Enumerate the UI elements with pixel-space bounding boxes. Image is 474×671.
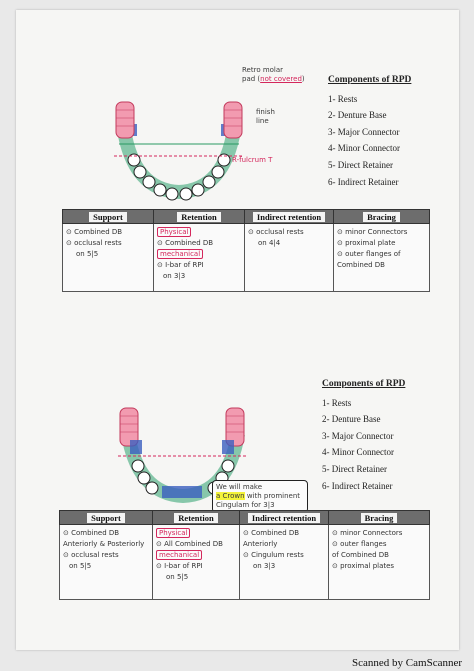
components-title: Components of RPD	[322, 379, 406, 389]
cell-retention: Physical ⊙ Combined DB mechanical ⊙ I-bar of RPI on 3|3	[154, 224, 245, 292]
header-support: Support	[60, 511, 153, 525]
components-list-2	[322, 376, 405, 494]
cell-bracing: ⊙ minor Connectors ⊙ outer flanges of Combined DB ⊙ proximal plates	[329, 525, 430, 600]
header-retention: Retention	[154, 210, 245, 224]
header-indirect-retention: Indirect retention	[240, 511, 329, 525]
cell-indirect: ⊙ Combined DB Anteriorly ⊙ Cingulum rests on 3|3	[240, 525, 329, 600]
annotation-finish-line: finish line	[256, 108, 275, 125]
component-item: 5- Direct Retainer	[328, 159, 393, 170]
components-title: Components of RPD	[328, 75, 412, 85]
cell-retention: Physical ⊙ All Combined DB mechanical ⊙ I-bar of RPI on 5|5	[153, 525, 240, 600]
component-item: 4- Minor Connector	[322, 447, 394, 458]
component-item: 5- Direct Retainer	[322, 463, 387, 474]
component-item: 2- Denture Base	[322, 414, 381, 425]
components-list-1	[328, 72, 411, 190]
component-item: 2- Denture Base	[328, 110, 387, 121]
component-item: 1- Rests	[328, 93, 358, 104]
component-item: 6- Indirect Retainer	[322, 480, 393, 491]
rpd-table-2	[59, 510, 430, 600]
cell-bracing: ⊙ minor Connectors ⊙ proximal plate ⊙ outer flanges of Combined DB	[334, 224, 430, 292]
header-indirect-retention: Indirect retention	[245, 210, 334, 224]
cell-support: ⊙ Combined DB ⊙ occlusal rests on 5|5	[63, 224, 154, 292]
document-sheet	[16, 10, 459, 650]
rpd-table-1	[62, 209, 430, 292]
component-item: 1- Rests	[322, 397, 352, 408]
header-bracing: Bracing	[334, 210, 430, 224]
component-item: 3- Major Connector	[328, 126, 400, 137]
component-item: 6- Indirect Retainer	[328, 176, 399, 187]
crown-note: We will make a Crown with prominent Cingulam for 3|3	[212, 480, 308, 513]
header-retention: Retention	[153, 511, 240, 525]
annotation-retromolar: Retro molar pad (not covered)	[242, 66, 305, 83]
annotation-fulcrum: R-fulcrum T	[232, 156, 273, 164]
header-bracing: Bracing	[329, 511, 430, 525]
scanner-watermark: Scanned by CamScanner	[352, 657, 462, 669]
arch-diagram-1	[94, 80, 264, 212]
component-item: 4- Minor Connector	[328, 143, 400, 154]
header-support: Support	[63, 210, 154, 224]
component-item: 3- Major Connector	[322, 430, 394, 441]
cell-indirect: ⊙ occlusal rests on 4|4	[245, 224, 334, 292]
cell-support: ⊙ Combined DB Anteriorly & Posteriorly ⊙ occlusal rests on 5|5	[60, 525, 153, 600]
